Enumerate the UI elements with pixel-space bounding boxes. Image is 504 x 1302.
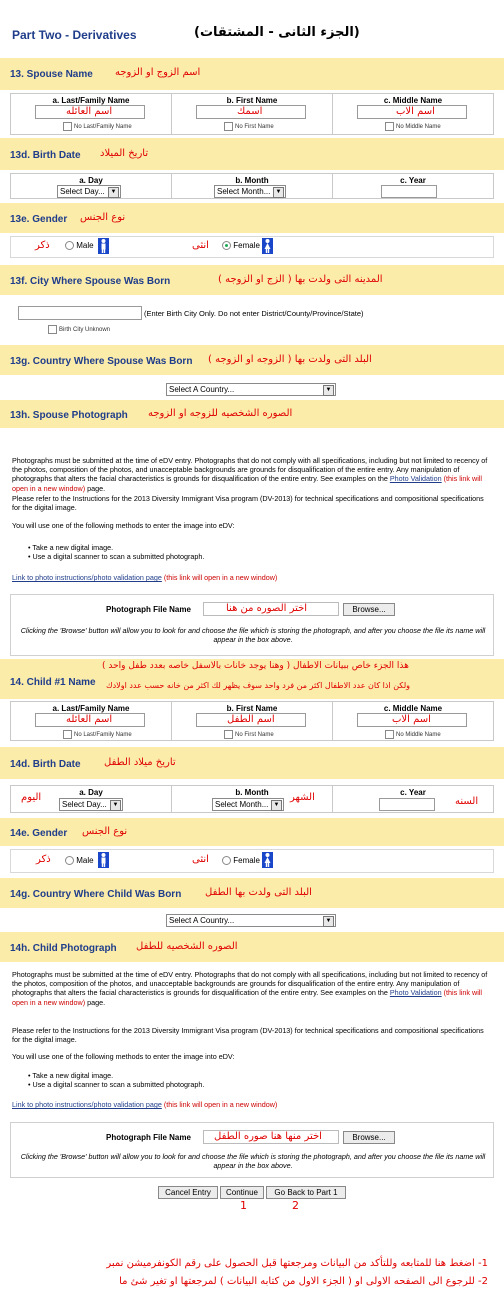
browse-button[interactable]: Browse... [343, 603, 395, 616]
photo-requirements: Photographs must be submitted at the time of eDV entry. Photographs that do not comply with all specifications, including but not limited to recency of the photos, composition of the photos, and unacceptable backgrounds are grounds for disqualification of the entire entry. Any manipulation of photographs that alters the facial characteristics is grounds for disqualification of the entire entry. See examples on the Photo Validation (this link will open in a new window) page. [12, 456, 488, 493]
annotation: اسم العائله [66, 714, 113, 725]
section-heading: 13e. Gender [10, 214, 68, 225]
annotation: ذكر [35, 240, 50, 251]
go-back-button[interactable]: Go Back to Part 1 [266, 1186, 346, 1199]
field-label: b. Month [235, 788, 269, 797]
photo-method-item: • Take a new digital image. [28, 543, 114, 552]
photo-methods-intro: You will use one of the following methods to enter the image into eDV: [12, 521, 235, 530]
spouse-birth-fields [10, 173, 494, 199]
cancel-entry-button[interactable]: Cancel Entry [158, 1186, 218, 1199]
section-heading: 14h. Child Photograph [10, 943, 117, 954]
section-child-gender [0, 818, 504, 846]
photo-instructions-link[interactable]: Link to photo instructions/photo validation page [12, 573, 162, 582]
photo-validation-link[interactable]: Photo Validation [389, 474, 442, 484]
child-first-name-input[interactable] [196, 713, 306, 727]
photo-instructions-text: Please refer to the Instructions for the 2013 Diversity Immigrant Visa program (DV-2013) for technical specifications and compositional specifications for the digital image. [12, 1026, 484, 1045]
child-male-radio[interactable]: Male [65, 856, 94, 865]
annotation: هذا الجزء خاص ببيانات الاطفال ( وهنا يوجد خانات بالاسفل خاصه بعدد طفل واحد ) [102, 661, 409, 671]
child-day-select[interactable]: Select Day... ▼ [59, 798, 123, 811]
section-heading: 14g. Country Where Child Was Born [10, 889, 182, 900]
child-last-name-input[interactable] [35, 713, 145, 727]
annotation: اختر منها هنا صوره الطفل [214, 1131, 322, 1142]
section-heading: 13d. Birth Date [10, 150, 81, 161]
field-label: c. Middle Name [383, 96, 443, 105]
field-label: b. Month [235, 176, 269, 185]
no-middle-name-checkbox[interactable]: No Middle Name [385, 730, 441, 739]
browse-help: Clicking the 'Browse' button will allow you to look for and choose the file which is storing the photograph, and after you choose the file its name will appear in the box above. [20, 1152, 486, 1170]
annotation: انثى [192, 240, 209, 251]
female-icon [262, 238, 273, 254]
annotation: تاريخ الميلاد [100, 148, 149, 159]
browse-help: Clicking the 'Browse' button will allow you to look for and choose the file which is storing the photograph, and after you choose the file its name will appear in the box above. [20, 626, 486, 644]
annotation: السنه [455, 796, 479, 807]
photo-method-item: • Use a digital scanner to scan a submitted photograph. [28, 552, 205, 561]
male-icon [98, 852, 109, 868]
field-label: b. First Name [226, 704, 278, 713]
annotation: البلد التى ولدت بها ( الزوجه او الزوجه ) [208, 354, 372, 365]
male-radio[interactable]: Male [65, 241, 94, 250]
no-first-name-checkbox[interactable]: No First Name [224, 122, 274, 131]
child-name-fields [10, 701, 494, 741]
annotation: اسم الاب [392, 714, 431, 725]
photo-method-item: • Use a digital scanner to scan a submitted photograph. [28, 1080, 205, 1089]
field-label: a. Last/Family Name [52, 704, 130, 713]
no-middle-name-checkbox[interactable]: No Middle Name [385, 122, 441, 131]
photo-requirements: Photographs must be submitted at the time of eDV entry. Photographs that do not comply with all specifications, including but not limited to recency of the photos, composition of the photos, and unacceptable backgrounds are grounds for disqualification of the entire entry. Any manipulation of photographs that alters the facial characteristics is grounds for disqualification of the entire entry. See examples on the Photo Validation (this link will open in a new window) page. [12, 970, 488, 1007]
annotation: نوع الجنس [80, 212, 126, 223]
first-name-input[interactable] [196, 105, 306, 119]
photo-instructions-row: Link to photo instructions/photo validation page (this link will open in a new window) [12, 573, 278, 582]
section-spouse-name [0, 58, 504, 90]
page-title: Part Two - Derivatives [12, 28, 137, 42]
section-heading: 14e. Gender [10, 828, 68, 839]
section-child-photo [0, 932, 504, 962]
section-spouse-country [0, 345, 504, 375]
annotation: اسم العائله [66, 106, 113, 117]
photo-validation-link[interactable]: Photo Validation [389, 988, 442, 998]
field-label: c. Middle Name [383, 704, 443, 713]
section-spouse-city [0, 265, 504, 295]
section-heading: 13f. City Where Spouse Was Born [10, 276, 171, 287]
field-label: a. Day [79, 788, 103, 797]
day-select[interactable]: Select Day... ▼ [57, 185, 121, 198]
annotation: اسم الطفل [227, 714, 275, 725]
annotation: نوع الجنس [82, 826, 128, 837]
continue-button[interactable]: Continue [220, 1186, 264, 1199]
section-heading: 14d. Birth Date [10, 759, 81, 770]
chevron-down-icon: ▼ [110, 800, 121, 811]
footer-note: 1- اضغط هنا للمتابعه وللتأكد من البيانات ومرجعتها قبل الحصول على رقم الكونفرميشن نمبر [106, 1258, 488, 1269]
section-heading: 13. Spouse Name [10, 69, 93, 80]
section-child-country [0, 878, 504, 908]
photo-instructions-text: Please refer to the Instructions for the 2013 Diversity Immigrant Visa program (DV-2013) for technical specifications and compositional specifications for the digital image. [12, 494, 484, 513]
footer-note: 2- للرجوع الى الصفحه الاولى او ( الجزء الاول من كتابه البيانات ) لمرجعتها او تغير شئ ما [119, 1276, 488, 1287]
annotation: اختر الصوره من هنا [226, 603, 308, 614]
annotation: البلد التى ولدت بها الطفل [205, 887, 312, 898]
child-year-input[interactable] [379, 798, 435, 811]
annotation: ذكر [36, 854, 51, 865]
annotation: المدينه التى ولدت بها ( الزج او الزوجه ) [218, 274, 383, 285]
month-select[interactable]: Select Month... ▼ [214, 185, 286, 198]
field-label: a. Day [79, 176, 103, 185]
file-name-label: Photograph File Name [106, 1133, 191, 1142]
no-last-name-checkbox[interactable]: No Last/Family Name [63, 730, 132, 739]
male-icon [98, 238, 109, 254]
annotation-number: 1 [240, 1199, 247, 1212]
photo-file-input[interactable] [203, 602, 339, 616]
annotation: اليوم [21, 792, 42, 803]
middle-name-input[interactable] [357, 105, 467, 119]
year-input[interactable] [381, 185, 437, 198]
annotation-number: 2 [292, 1199, 299, 1212]
child-birth-fields [10, 785, 494, 813]
chevron-down-icon: ▼ [271, 800, 282, 811]
section-spouse-birth [0, 138, 504, 170]
photo-instructions-link[interactable]: Link to photo instructions/photo validation page [12, 1100, 162, 1109]
child-country-select[interactable]: Select A Country... ▼ [166, 914, 336, 927]
photo-method-item: • Take a new digital image. [28, 1071, 114, 1080]
chevron-down-icon: ▼ [273, 187, 284, 198]
field-label: c. Year [400, 176, 426, 185]
section-child-name [0, 659, 504, 699]
browse-button[interactable]: Browse... [343, 1131, 395, 1144]
birth-city-hint: (Enter Birth City Only. Do not enter District/County/Province/State) [144, 309, 364, 318]
birth-city-unknown-checkbox[interactable]: Birth City Unknown [48, 325, 110, 334]
no-last-name-checkbox[interactable]: No Last/Family Name [63, 122, 132, 131]
child-female-radio[interactable]: Female [222, 856, 260, 865]
annotation: ولكن اذا كان عدد الاطفال اكثر من فرد واحد سوف يظهر لك اكثر من خانه حسب عدد اولادك [106, 681, 411, 690]
field-label: c. Year [400, 788, 426, 797]
section-child-birth [0, 747, 504, 779]
photo-instructions-row: Link to photo instructions/photo validation page (this link will open in a new window) [12, 1100, 278, 1109]
chevron-down-icon: ▼ [323, 916, 334, 927]
annotation: انثى [192, 854, 209, 865]
female-radio[interactable]: Female [222, 241, 260, 250]
field-label: a. Last/Family Name [52, 96, 130, 105]
spouse-name-fields [10, 93, 494, 135]
photo-methods-intro: You will use one of the following methods to enter the image into eDV: [12, 1052, 235, 1061]
last-name-input[interactable] [35, 105, 145, 119]
annotation: الصوره الشخصيه للزوجه او الزوجه [148, 408, 293, 419]
section-spouse-gender [0, 203, 504, 233]
annotation: تاريخ ميلاد الطفل [104, 757, 176, 768]
field-label: b. First Name [226, 96, 278, 105]
spouse-country-select[interactable]: Select A Country... ▼ [166, 383, 336, 396]
section-heading: 13h. Spouse Photograph [10, 410, 128, 421]
child-month-select[interactable]: Select Month... ▼ [212, 798, 284, 811]
chevron-down-icon: ▼ [108, 187, 119, 198]
annotation: الصوره الشخصيه للطفل [136, 941, 238, 952]
chevron-down-icon: ▼ [323, 385, 334, 396]
section-heading: 14. Child #1 Name [10, 677, 96, 688]
female-icon [262, 852, 273, 868]
annotation: الشهر [290, 792, 315, 803]
annotation: اسم الاب [396, 106, 435, 117]
file-name-label: Photograph File Name [106, 605, 191, 614]
birth-city-input[interactable] [18, 306, 142, 320]
page-title-ar: (الجزء الثانى - المشتقات) [194, 25, 360, 40]
child-photo-file-input[interactable] [203, 1130, 339, 1144]
section-heading: 13g. Country Where Spouse Was Born [10, 356, 193, 367]
annotation: اسم الزوج او الزوجه [115, 67, 201, 78]
section-spouse-photo [0, 400, 504, 428]
annotation: اسمك [237, 106, 263, 117]
no-first-name-checkbox[interactable]: No First Name [224, 730, 274, 739]
child-middle-name-input[interactable] [357, 713, 467, 727]
